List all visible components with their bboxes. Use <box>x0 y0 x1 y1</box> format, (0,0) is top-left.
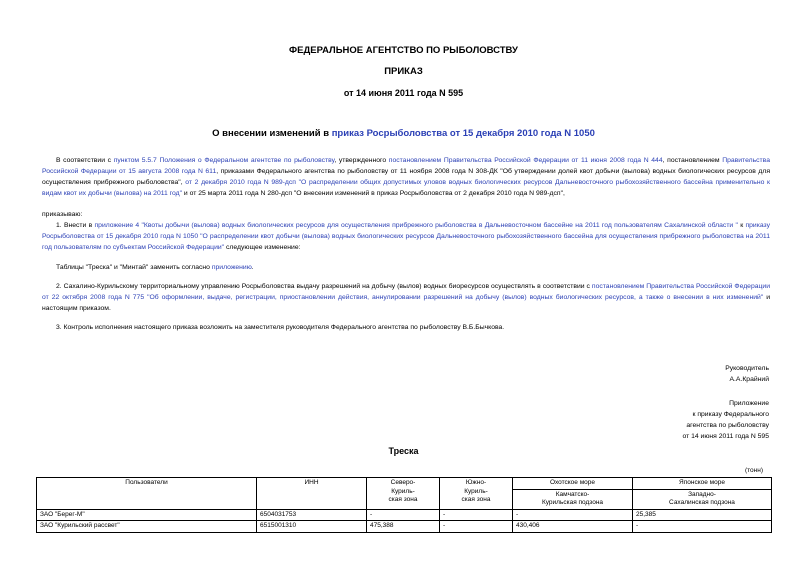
header-north-kuril-1: Северо- <box>390 479 416 486</box>
preamble-link-1[interactable]: пунктом 5.5.7 Положения о Федеральном агентстве по рыболовству <box>113 157 335 164</box>
signature-block <box>725 363 769 385</box>
item-2-text-1: 2. Сахалино-Курильскому территориальному управлению Росрыболовства выдачу разрешений на добычу (вылов) водных биоресурсов осуществлять в соответствии с <box>56 283 592 290</box>
table-unit: (тонн) <box>744 467 763 474</box>
doc-type: ПРИКАЗ <box>384 66 423 77</box>
item-1 <box>42 220 770 253</box>
header-row-1 <box>37 478 772 490</box>
header-south-kuril <box>440 478 513 510</box>
doc-title-link[interactable]: приказ Росрыболовства от 15 декабря 2010 года N 1050 <box>331 128 595 139</box>
table-title: Треска <box>388 446 419 456</box>
appendix-block <box>682 398 769 442</box>
item-3: 3. Контроль исполнения настоящего приказа возложить на заместителя руководителя Федерального агентства по рыболовству В.Б.Бычкова. <box>56 324 505 331</box>
cell-kamchatka: 430,406 <box>513 521 633 533</box>
cell-kamchatka: - <box>513 509 633 521</box>
header-south-kuril-3: ская зона <box>461 496 491 503</box>
header-west-sakhalin-1: Западно- <box>688 490 716 498</box>
preamble-text-2: , утвержденного <box>334 157 389 164</box>
appendix-line-3: агентства по рыболовству <box>686 422 769 429</box>
item-1-text-1: 1. Внести в <box>56 222 95 229</box>
header-north-kuril-3: ская зона <box>388 496 418 503</box>
header-north-kuril <box>367 478 440 510</box>
item-2 <box>42 281 770 314</box>
preamble-link-2[interactable]: постановлением Правительства Российской Федерации от 11 июня 2008 года N 444 <box>388 157 663 164</box>
cell-north-kuril: 475,388 <box>367 521 440 533</box>
header-okhotsk: Охотское море <box>513 478 633 490</box>
header-inn: ИНН <box>257 478 367 510</box>
table-row <box>37 521 772 533</box>
header-kamchatka-2: Курильская подзона <box>541 499 604 506</box>
header-west-sakhalin-2: Сахалинская подзона <box>669 499 735 506</box>
tables-note-link[interactable]: приложению <box>211 264 252 271</box>
table-row <box>37 509 772 521</box>
preamble-text-1: В соответствии с <box>56 157 114 164</box>
item-1-text-2: к <box>737 222 746 229</box>
tables-note <box>42 262 770 273</box>
tables-note-text-1: Таблицы "Треска" и "Минтай" заменить согласно <box>56 264 212 271</box>
preamble-text-5: и от 25 марта 2011 года N 280-дсп "О внесении изменений в приказ Росрыболовства от 2 декабря 2010 года N 989-дсп", <box>182 190 565 197</box>
cell-user: ЗАО "Курильский рассвет" <box>37 521 257 533</box>
cell-inn: 6515001310 <box>257 521 367 533</box>
doc-title-prefix: О внесении изменений в <box>212 128 332 139</box>
cell-south-kuril: - <box>440 521 513 533</box>
item-1-link-2[interactable]: приказу Росрыболовства от 15 декабря 2010 года N 1050 "О распределении квот добычи (вылова) водных биологических ресурсов Дальневосточного рыбохозяйственного бассейна для осуществления прибрежного рыболовства на 2011 год пользователям по субъектам Российской Федерации" <box>42 222 770 251</box>
cell-inn: 6504031753 <box>257 509 367 521</box>
header-north-kuril-2: Куриль- <box>391 487 415 495</box>
cell-west-sakhalin: - <box>633 521 772 533</box>
agency-name: ФЕДЕРАЛЬНОЕ АГЕНТСТВО ПО РЫБОЛОВСТВУ <box>289 45 518 56</box>
appendix-line-1: Приложение <box>729 400 769 407</box>
header-users: Пользователи <box>37 478 257 510</box>
item-2-link[interactable]: постановлением Правительства Российской Федерации от 22 октября 2008 года N 775 "Об оформлении, выдаче, регистрации, приостановлении действия, аннулировании разрешений на добычу (вылов) водных биологических ресурсов, а также о внесении в них изменений" <box>42 283 770 301</box>
cell-south-kuril: - <box>440 509 513 521</box>
item-1-text-3: следующее изменение: <box>224 244 301 251</box>
header-south-kuril-1: Южно- <box>465 479 487 486</box>
header-kamchatka <box>513 489 633 509</box>
header-south-kuril-2: Куриль- <box>464 487 488 495</box>
appendix-line-4: от 14 июня 2011 года N 595 <box>682 433 769 440</box>
item-2-text-2: и настоящим приказом. <box>42 294 771 312</box>
preamble-text-4: , приказами Федерального агентства по рыболовству от 11 ноября 2008 года N 308-ДК "Об утверждении долей квот добычи (вылова) водных биологических ресурсов для осуществления прибрежного рыболовства", <box>42 168 770 186</box>
header-west-sakhalin <box>633 489 772 509</box>
header-kamchatka-1: Камчатско- <box>555 490 590 498</box>
cell-north-kuril: - <box>367 509 440 521</box>
doc-date-number: от 14 июня 2011 года N 595 <box>343 88 464 98</box>
appendix-line-2: к приказу Федерального <box>692 411 769 418</box>
preamble-link-4[interactable]: от 2 декабря 2010 года N 989-дсп "О распределении общих допустимых уловов водных биологических ресурсов Дальневосточного рыбохозяйственного бассейна применительно к видам квот их добычи (вылова) на 2011 год" <box>42 179 770 197</box>
item-1-link-1[interactable]: приложение 4 "Квоты добычи (вылова) водных биологических ресурсов для осуществления прибрежного рыболовства в Дальневосточном бассейне на 2011 год пользователям Сахалинской области " <box>94 222 738 229</box>
header-japan: Японское море <box>633 478 772 490</box>
doc-title <box>0 128 807 139</box>
preamble-text-3: , постановлением <box>662 157 723 164</box>
signature-role: Руководитель <box>725 365 769 372</box>
tables-note-text-2: . <box>251 264 254 271</box>
cell-user: ЗАО "Берег-М" <box>37 509 257 521</box>
preamble <box>42 155 770 199</box>
orders-word: приказываю: <box>42 211 83 218</box>
cell-west-sakhalin: 25,385 <box>633 509 772 521</box>
preamble-link-3[interactable]: Правительства Российской Федерации от 15 августа 2008 года N 611 <box>42 157 770 175</box>
quota-table <box>36 477 772 533</box>
signature-name: А.А.Крайний <box>729 376 769 383</box>
